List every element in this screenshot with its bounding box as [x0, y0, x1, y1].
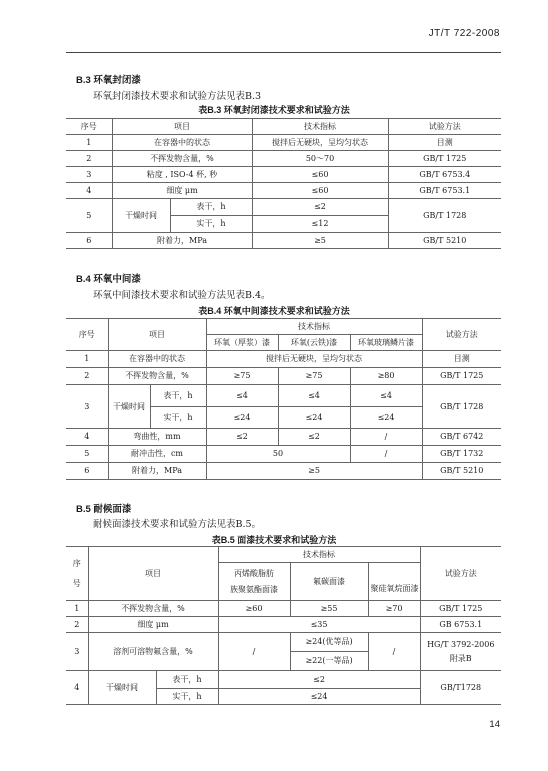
row-value: ≤4 — [206, 385, 278, 407]
row-spec: 50～70 — [252, 151, 388, 167]
grade-premium: ≥24(优等品) — [291, 633, 368, 652]
row-item: 弯曲性，mm — [108, 429, 206, 446]
section-b3-heading: B.3 环氧封闭漆 — [76, 75, 141, 86]
col-item: 项目 — [108, 319, 206, 351]
row-method: GB/T 5210 — [388, 233, 501, 249]
row-value: ≤24 — [206, 407, 278, 429]
col-fluorocarbon: 氟碳面漆 — [290, 563, 368, 601]
col-polysiloxane: 聚硅氧烷面漆 — [368, 563, 420, 601]
row-method — [420, 633, 501, 671]
row-spec: ≥5 — [206, 463, 422, 480]
row-value: 50 — [206, 446, 350, 463]
table-row — [66, 633, 501, 671]
section-b3-intro: 环氧封闭漆技术要求和试验方法见表B.3 — [93, 91, 262, 102]
row-no: 6 — [66, 233, 112, 249]
row-item: 干燥时间 — [88, 671, 156, 705]
col-no-line1: 序 — [72, 558, 81, 568]
row-method: GB/T 6753.4 — [388, 167, 501, 183]
table-row — [66, 151, 501, 167]
col-acrylic-pu-line2: 族聚氨酯面漆 — [230, 584, 278, 594]
row-no: 2 — [66, 617, 88, 633]
row-no: 1 — [66, 135, 112, 151]
row-item: 在容器中的状态 — [108, 351, 206, 368]
col-acrylic-pu — [218, 563, 290, 601]
table-row — [66, 385, 501, 407]
col-item: 项目 — [88, 547, 218, 601]
row-item: 干燥时间 — [108, 385, 150, 429]
row-no: 5 — [66, 199, 112, 233]
col-no-line2: 号 — [72, 578, 81, 588]
row-item: 不挥发物含量，% — [108, 368, 206, 385]
row-spec: 搅拌后无硬块，呈均匀状态 — [206, 351, 422, 368]
table-row — [66, 601, 501, 617]
row-item: 细度 μm — [112, 183, 252, 199]
row-method: GB/T 6753.1 — [388, 183, 501, 199]
row-method: 目测 — [388, 135, 501, 151]
row-no: 2 — [66, 151, 112, 167]
col-spec: 技术指标 — [218, 547, 420, 563]
row-no: 4 — [66, 429, 108, 446]
table-b3-caption: 表B.3 环氧封闭漆技术要求和试验方法 — [198, 105, 350, 115]
table-row — [66, 167, 501, 183]
row-subitem: 实干，h — [170, 216, 252, 233]
row-value: ≥75 — [206, 368, 278, 385]
table-b5 — [66, 546, 501, 705]
table-row — [66, 135, 501, 151]
page-number: 14 — [489, 719, 500, 730]
table-row — [66, 351, 501, 368]
section-b5-intro: 耐候面漆技术要求和试验方法见表B.5。 — [93, 519, 262, 530]
section-b4-heading: B.4 环氧中间漆 — [76, 274, 141, 285]
row-item: 干燥时间 — [112, 199, 170, 233]
table-row — [66, 617, 501, 633]
row-method: 目测 — [422, 351, 501, 368]
row-item: 溶剂可溶物氟含量，% — [88, 633, 218, 671]
row-value: ≥80 — [350, 368, 422, 385]
section-b4-intro: 环氧中间漆技术要求和试验方法见表B.4。 — [93, 290, 271, 301]
row-subitem: 表干，h — [150, 385, 206, 407]
col-item: 项目 — [112, 119, 252, 135]
col-no — [66, 547, 88, 601]
row-item: 耐冲击性，cm — [108, 446, 206, 463]
row-value: ≥70 — [368, 601, 420, 617]
row-spec: 搅拌后无硬块，呈均匀状态 — [252, 135, 388, 151]
row-no: 3 — [66, 385, 108, 429]
row-method: GB/T 1725 — [420, 601, 501, 617]
row-no: 5 — [66, 446, 108, 463]
col-epoxy-thick: 环氧（厚浆）漆 — [206, 335, 278, 351]
row-spec: ≤35 — [218, 617, 420, 633]
section-b5-heading: B.5 耐候面漆 — [76, 504, 132, 515]
table-b4-caption: 表B.4 环氧中间漆技术要求和试验方法 — [198, 306, 350, 316]
table-b3 — [66, 118, 501, 249]
row-item: 在容器中的状态 — [112, 135, 252, 151]
row-no: 3 — [66, 633, 88, 671]
table-row — [66, 199, 501, 216]
row-method: GB/T 1728 — [422, 385, 501, 429]
row-item: 粘度 , ISO-4 杯, 秒 — [112, 167, 252, 183]
row-no: 6 — [66, 463, 108, 480]
row-value: ≤2 — [278, 429, 350, 446]
header-rule — [66, 52, 501, 53]
row-value: ≤24 — [278, 407, 350, 429]
row-value: ≥55 — [290, 601, 368, 617]
row-subitem: 实干，h — [156, 689, 218, 705]
row-spec: ≤2 — [218, 671, 420, 689]
row-no: 1 — [66, 351, 108, 368]
row-no: 1 — [66, 601, 88, 617]
table-row — [66, 446, 501, 463]
row-subitem: 表干，h — [156, 671, 218, 689]
row-value: ≥60 — [218, 601, 290, 617]
row-method: GB/T 1732 — [422, 446, 501, 463]
row-value-grades — [290, 633, 368, 671]
col-spec: 技术指标 — [252, 119, 388, 135]
col-method: 试验方法 — [420, 547, 501, 601]
row-method: GB/T 1725 — [388, 151, 501, 167]
standard-number: JT/T 722-2008 — [428, 28, 500, 39]
col-epoxy-glassflake: 环氧玻璃鳞片漆 — [350, 335, 422, 351]
row-subitem: 实干，h — [150, 407, 206, 429]
row-value: / — [350, 446, 422, 463]
row-no: 3 — [66, 167, 112, 183]
row-no: 4 — [66, 183, 112, 199]
table-row — [66, 463, 501, 480]
col-acrylic-pu-line1: 丙烯酸脂肪 — [234, 568, 274, 578]
col-epoxy-mio: 环氧(云铁)漆 — [278, 335, 350, 351]
row-item: 不挥发物含量，% — [112, 151, 252, 167]
row-spec: ≤24 — [218, 689, 420, 705]
table-row — [66, 233, 501, 249]
col-method: 试验方法 — [388, 119, 501, 135]
table-row — [66, 671, 501, 689]
table-header-row — [66, 319, 501, 335]
row-value: / — [368, 633, 420, 671]
row-method: GB 6753.1 — [420, 617, 501, 633]
row-method: GB/T 5210 — [422, 463, 501, 480]
row-no: 4 — [66, 671, 88, 705]
row-method: GB/T1728 — [420, 671, 501, 705]
table-b4 — [66, 318, 501, 480]
row-spec: ≤2 — [252, 199, 388, 216]
col-method: 试验方法 — [422, 319, 501, 351]
row-spec: ≥5 — [252, 233, 388, 249]
row-value: ≤24 — [350, 407, 422, 429]
col-no: 序号 — [66, 119, 112, 135]
table-header-row — [66, 119, 501, 135]
row-method: GB/T 1728 — [388, 199, 501, 233]
row-value: ≤2 — [206, 429, 278, 446]
row-spec: ≤12 — [252, 216, 388, 233]
grade-first: ≥22(一等品) — [305, 656, 353, 665]
row-method: GB/T 1725 — [422, 368, 501, 385]
row-item: 附着力，MPa — [108, 463, 206, 480]
method-line2: 附录B — [449, 653, 472, 663]
row-value: / — [218, 633, 290, 671]
row-value: ≤4 — [278, 385, 350, 407]
col-no: 序号 — [66, 319, 108, 351]
row-value: / — [350, 429, 422, 446]
row-subitem: 表干，h — [170, 199, 252, 216]
table-b5-caption: 表B.5 面漆技术要求和试验方法 — [211, 535, 337, 545]
row-item: 细度 μm — [88, 617, 218, 633]
table-row — [66, 368, 501, 385]
col-spec: 技术指标 — [206, 319, 422, 335]
table-row — [66, 183, 501, 199]
row-no: 2 — [66, 368, 108, 385]
row-method: GB/T 6742 — [422, 429, 501, 446]
row-spec: ≤60 — [252, 183, 388, 199]
row-value: ≥75 — [278, 368, 350, 385]
table-row — [66, 429, 501, 446]
table-header-row — [66, 547, 501, 563]
row-item: 附着力，MPa — [112, 233, 252, 249]
row-spec: ≤60 — [252, 167, 388, 183]
row-item: 不挥发物含量，% — [88, 601, 218, 617]
row-value: ≤4 — [350, 385, 422, 407]
method-line1: HG/T 3792-2006 — [427, 639, 495, 649]
